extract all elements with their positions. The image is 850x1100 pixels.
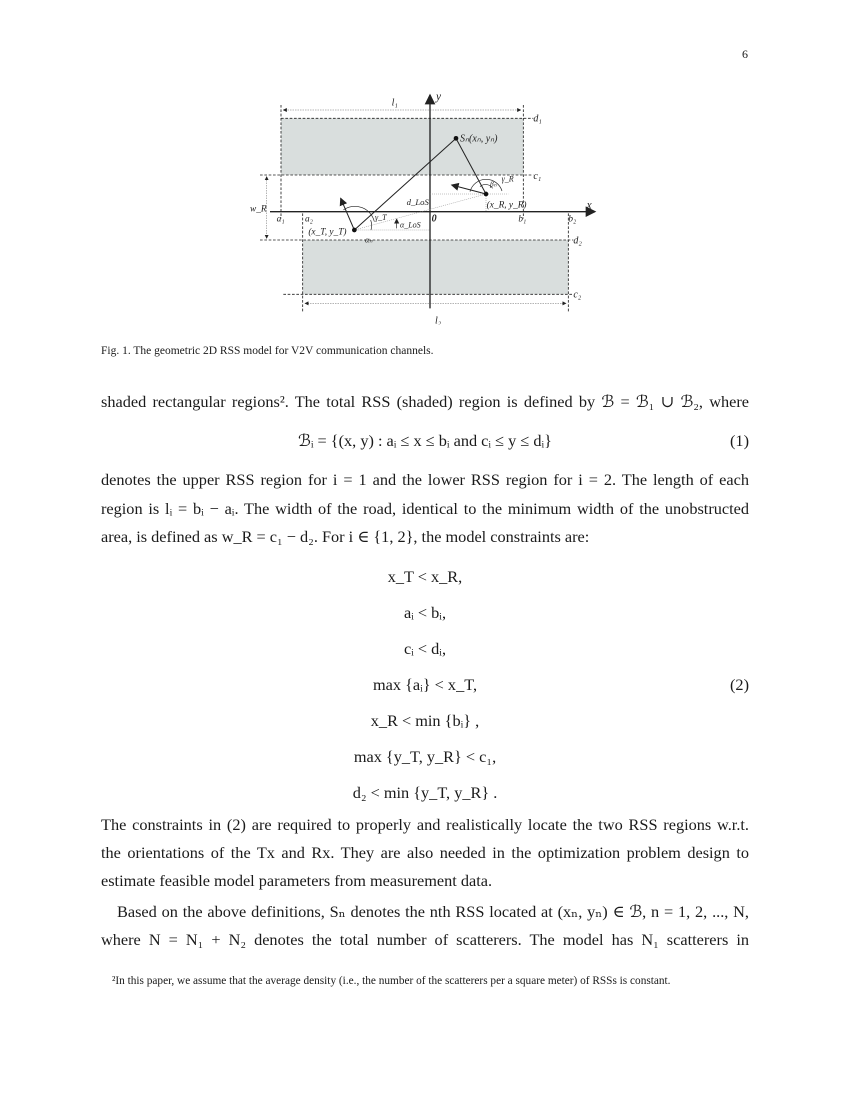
paragraph-line: shaded rectangular regions². The total RSS (shaded) region is defined by ℬ = ℬ₁ ∪ ℬ₂, where — [101, 392, 749, 411]
paragraph-line: denotes the upper RSS region for i = 1 and the lower RSS region for i = 2. The length of each — [101, 470, 749, 489]
label-y: y — [436, 91, 442, 103]
constraint: max {y_T, y_R} < c₁, — [353, 747, 497, 766]
paragraph-line: region is lᵢ = bᵢ − aᵢ. The width of the road, identical to the minimum width of the unobstructed — [101, 499, 749, 518]
label-b2: b₂ — [568, 214, 577, 225]
label-x: x — [586, 199, 592, 212]
constraint: x_R < min {bᵢ} , — [370, 711, 480, 730]
label-aLoS: α_LoS — [400, 220, 421, 230]
label-a1: a₁ — [276, 214, 285, 225]
paragraph-line: the orientations of the Tx and Rx. They are also needed in the optimization problem design to — [101, 843, 749, 862]
label-b1: b₁ — [518, 214, 527, 225]
label-rx: (x_R, y_R) — [486, 200, 527, 211]
label-beta-n: βₙ — [490, 179, 497, 189]
lower-rss-region — [303, 240, 569, 294]
paragraph-line: estimate feasible model parameters from measurement data. — [101, 871, 493, 890]
constraint: cᵢ < dᵢ, — [403, 639, 447, 658]
paragraph-line: where N = N₁ + N₂ denotes the total number of scatterers. The model has N₁ scatterers in — [101, 930, 749, 949]
label-scatterer: Sₙ(xₙ, yₙ) — [460, 133, 498, 145]
label-tx: (x_T, y_T) — [308, 227, 347, 238]
footnote: ²In this paper, we assume that the average density (i.e., the number of the scatterers per a square meter) of RSSs is constant. — [112, 975, 671, 987]
constraint: d₂ < min {y_T, y_R} . — [352, 783, 498, 802]
rss-model-figure — [250, 85, 600, 325]
constraint: max {aᵢ} < x_T, — [372, 675, 478, 694]
constraint: x_T < x_R, — [387, 567, 463, 586]
label-c1: c₁ — [533, 171, 542, 182]
constraint: aᵢ < bᵢ, — [403, 603, 447, 622]
label-d1: d₁ — [533, 113, 542, 125]
label-wR: w_R — [250, 204, 267, 215]
label-l1: l₁ — [391, 97, 398, 109]
equation-1: ℬᵢ = {(x, y) : aᵢ ≤ x ≤ bᵢ and cᵢ ≤ y ≤ dᵢ} — [298, 431, 552, 450]
label-origin: 0 — [431, 213, 437, 225]
paragraph-line: Based on the above definitions, Sₙ denotes the nth RSS located at (xₙ, yₙ) ∈ ℬ, n = 1, 2, ..., N, — [117, 902, 749, 921]
label-alpha-n: αₙ — [365, 235, 373, 245]
label-dLoS: d_LoS — [406, 197, 429, 207]
label-a2: a₂ — [305, 214, 313, 225]
label-gamma-T: γ_T — [375, 213, 387, 222]
figure-caption: Fig. 1. The geometric 2D RSS model for V2V communication channels. — [101, 345, 434, 357]
page-number: 6 — [742, 47, 748, 61]
label-c2: c₂ — [573, 289, 582, 301]
equation-2-number: (2) — [730, 675, 749, 694]
paragraph-line: The constraints in (2) are required to properly and realistically locate the two RSS regions w.r.t. — [101, 815, 749, 834]
upper-rss-region — [281, 118, 523, 175]
label-l2: l₂ — [435, 315, 442, 325]
label-gamma-R: γ_R — [501, 174, 514, 184]
paragraph-line: area, is defined as w_R = c₁ − d₂. For i ∈ {1, 2}, the model constraints are: — [101, 527, 590, 546]
equation-1-number: (1) — [730, 431, 749, 450]
label-d2: d₂ — [573, 235, 582, 247]
